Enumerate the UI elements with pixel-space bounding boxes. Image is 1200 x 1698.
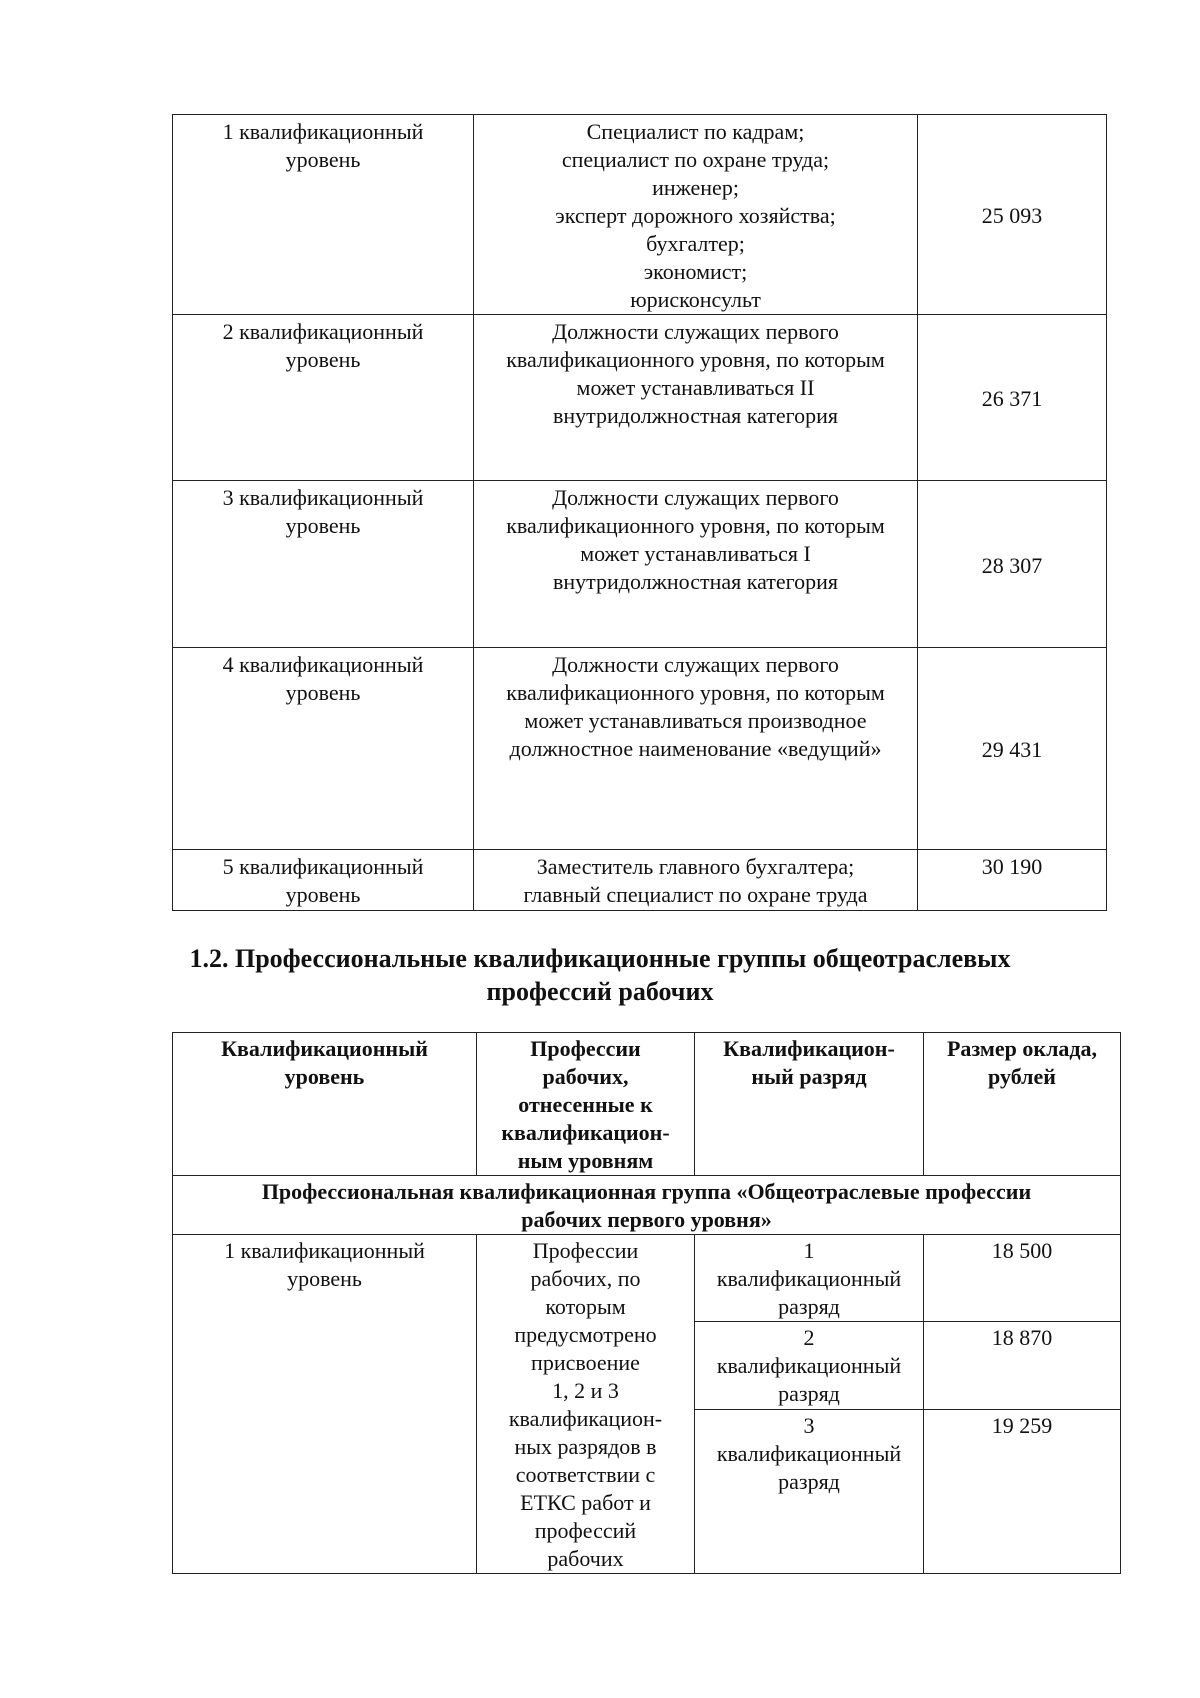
level-cell: 2 квалификационный уровень xyxy=(173,315,474,481)
table-row xyxy=(173,850,1107,911)
header-professions: Профессии рабочих, отнесенные к квалификацион- ным уровням xyxy=(477,1033,695,1176)
header-level: Квалификационный уровень xyxy=(173,1033,477,1176)
salary-table-workers xyxy=(172,1032,1121,1574)
header-salary: Размер оклада, рублей xyxy=(924,1033,1121,1176)
level-cell: 3 квалификационный уровень xyxy=(173,481,474,648)
salary-cell: 18 500 xyxy=(924,1235,1121,1322)
level-cell: 1 квалификационный уровень xyxy=(173,1235,477,1574)
positions-cell: Заместитель главного бухгалтера; главный специалист по охране труда xyxy=(474,850,918,911)
positions-cell: Специалист по кадрам; специалист по охране труда; инженер; эксперт дорожного хозяйства; бухгалтер; экономист; юрисконсульт xyxy=(474,115,918,315)
table-row xyxy=(173,1235,1121,1322)
salary-table-employees xyxy=(172,114,1107,911)
grade-cell: 3 квалификационный разряд xyxy=(695,1409,924,1574)
grade-cell: 2 квалификационный разряд xyxy=(695,1322,924,1409)
table-header-row xyxy=(173,1033,1121,1176)
professions-cell: Профессии рабочих, по которым предусмотрено присвоение 1, 2 и 3 квалификацион- ных разрядов в соответствии с ЕТКС работ и профессий рабочих xyxy=(477,1235,695,1574)
table-row xyxy=(173,315,1107,481)
positions-cell: Должности служащих первого квалификационного уровня, по которым может устанавливаться I внутридолжностная категория xyxy=(474,481,918,648)
header-grade: Квалификацион- ный разряд xyxy=(695,1033,924,1176)
salary-cell: 18 870 xyxy=(924,1322,1121,1409)
salary-cell: 30 190 xyxy=(918,850,1107,911)
salary-cell: 29 431 xyxy=(918,648,1107,850)
level-cell: 4 квалификационный уровень xyxy=(173,648,474,850)
positions-cell: Должности служащих первого квалификационного уровня, по которым может устанавливаться II внутридолжностная категория xyxy=(474,315,918,481)
salary-cell: 25 093 xyxy=(918,115,1107,315)
salary-cell: 19 259 xyxy=(924,1409,1121,1574)
level-cell: 1 квалификационный уровень xyxy=(173,115,474,315)
section-heading: 1.2. Профессиональные квалификационные группы общеотраслевых профессий рабочих xyxy=(189,944,1011,1006)
table-row xyxy=(173,648,1107,850)
level-cell: 5 квалификационный уровень xyxy=(173,850,474,911)
positions-cell: Должности служащих первого квалификационного уровня, по которым может устанавливаться производное должностное наименование «ведущий» xyxy=(474,648,918,850)
group-row xyxy=(173,1176,1121,1235)
salary-cell: 26 371 xyxy=(918,315,1107,481)
group-title: Профессиональная квалификационная группа «Общеотраслевые профессии рабочих первого уровня» xyxy=(173,1176,1121,1235)
table-row xyxy=(173,115,1107,315)
table-row xyxy=(173,481,1107,648)
grade-cell: 1 квалификационный разряд xyxy=(695,1235,924,1322)
salary-cell: 28 307 xyxy=(918,481,1107,648)
